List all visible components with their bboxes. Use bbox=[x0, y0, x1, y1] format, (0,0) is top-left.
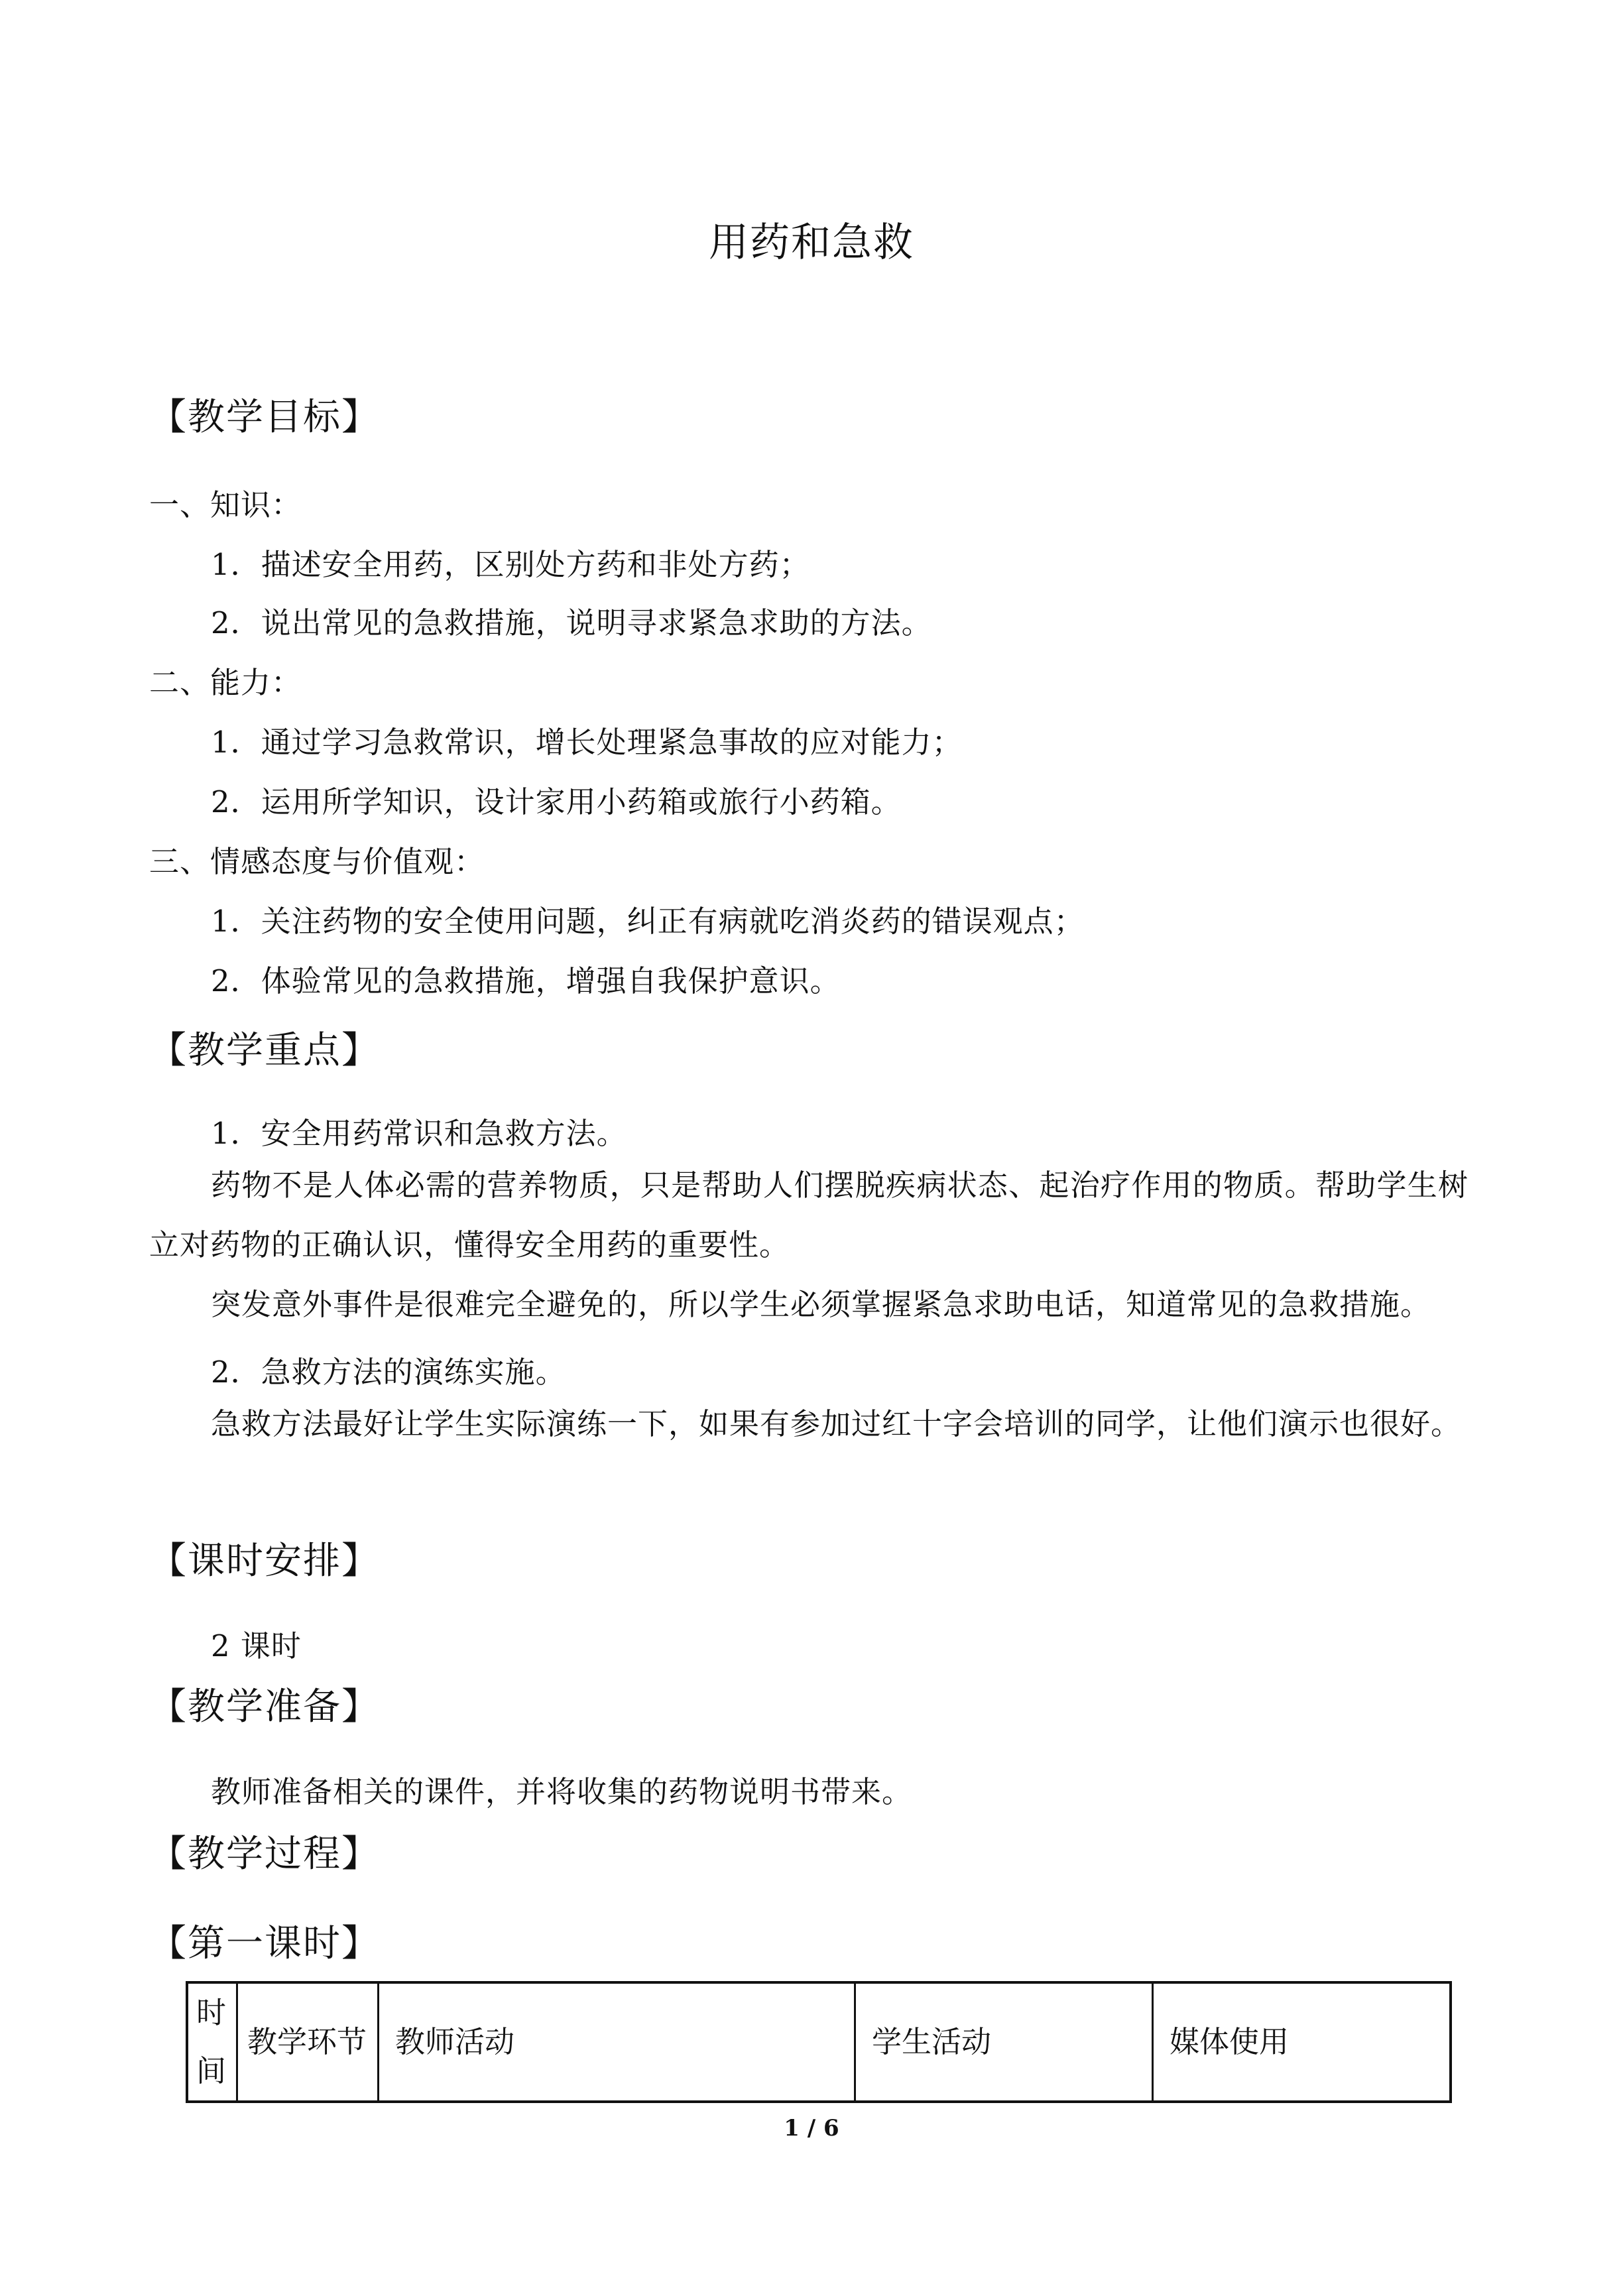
key-point-1: 1．安全用药常识和急救方法。 bbox=[211, 1116, 627, 1151]
page-number: 1 / 6 bbox=[784, 2115, 839, 2142]
heading-schedule: 【课时安排】 bbox=[149, 1540, 380, 1583]
attitude-item-1: 1．关注药物的安全使用问题，纠正有病就吃消炎药的错误观点； bbox=[211, 904, 1085, 939]
heading-preparation: 【教学准备】 bbox=[149, 1685, 380, 1728]
heading-process: 【教学过程】 bbox=[149, 1833, 380, 1876]
knowledge-label: 一、知识： bbox=[149, 487, 302, 522]
heading-first-lesson: 【第一课时】 bbox=[149, 1922, 380, 1965]
table-header-row bbox=[187, 1982, 1451, 2102]
ability-item-2: 2．运用所学知识，设计家用小药箱或旅行小药箱。 bbox=[211, 784, 902, 819]
schedule-text: 2 课时 bbox=[211, 1628, 302, 1663]
key-point-2: 2．急救方法的演练实施。 bbox=[211, 1355, 566, 1390]
attitude-item-2: 2．体验常见的急救措施，增强自我保护意识。 bbox=[211, 963, 841, 998]
key-point-paragraph-1: 药物不是人体必需的营养物质，只是帮助人们摆脱疾病状态、起治疗作用的物质。帮助学生树立对药物的正确认识，懂得安全用药的重要性。 bbox=[149, 1168, 1469, 1262]
lesson-table bbox=[186, 1981, 1452, 2103]
key-point-paragraph-3: 急救方法最好让学生实际演练一下，如果有参加过红十字会培训的同学，让他们演示也很好。 bbox=[211, 1406, 1462, 1441]
heading-objectives: 【教学目标】 bbox=[149, 396, 380, 439]
header-teacher-activity: 教师活动 bbox=[379, 1982, 855, 2102]
knowledge-item-2: 2．说出常见的急救措施，说明寻求紧急求助的方法。 bbox=[211, 605, 932, 640]
document-title: 用药和急救 bbox=[709, 219, 914, 266]
key-point-paragraph-2: 突发意外事件是很难完全避免的，所以学生必须掌握紧急求助电话，知道常见的急救措施。 bbox=[211, 1287, 1431, 1322]
ability-label: 二、能力： bbox=[149, 665, 302, 700]
heading-key-points: 【教学重点】 bbox=[149, 1029, 380, 1072]
header-media-use: 媒体使用 bbox=[1153, 1982, 1451, 2102]
knowledge-item-1: 1．描述安全用药，区别处方药和非处方药； bbox=[211, 547, 810, 582]
ability-item-1: 1．通过学习急救常识，增长处理紧急事故的应对能力； bbox=[211, 725, 963, 760]
attitude-label: 三、情感态度与价值观： bbox=[149, 844, 485, 879]
preparation-text: 教师准备相关的课件，并将收集的药物说明书带来。 bbox=[211, 1774, 913, 1809]
header-time: 时间 bbox=[187, 1982, 237, 2102]
header-student-activity: 学生活动 bbox=[855, 1982, 1153, 2102]
header-teaching-step: 教学环节 bbox=[237, 1982, 379, 2102]
